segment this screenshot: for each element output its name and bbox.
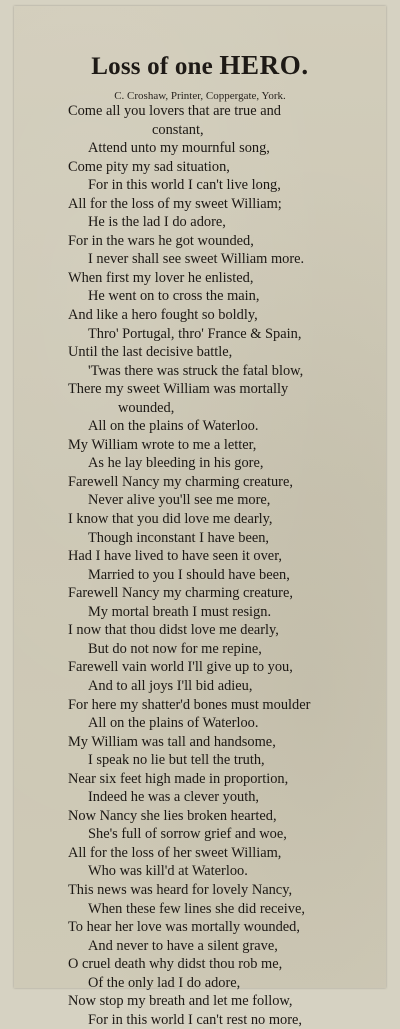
poem-line: Married to you I should have been, (88, 566, 290, 583)
poem-line: For here my shatter'd bones must moulder (68, 696, 311, 713)
poem-line: constant, (152, 121, 204, 138)
poem-line: I now that thou didst love me dearly, (68, 622, 279, 639)
poem-line: Now Nancy she lies broken hearted, (68, 807, 277, 824)
poem-body (14, 102, 386, 1029)
poem-line: I never shall see sweet William more. (88, 251, 305, 268)
poem-line: O cruel death why didst thou rob me, (68, 956, 283, 973)
poem-line: My mortal breath I must resign. (88, 603, 272, 620)
poem-line: When these few lines she did receive, (88, 900, 305, 917)
poem-line: As he lay bleeding in his gore, (88, 455, 264, 472)
poem-line: To hear her love was mortally wounded, (68, 919, 300, 936)
poem-line: My William was tall and handsome, (68, 733, 276, 750)
poem-line: And to all joys I'll bid adieu, (88, 677, 253, 694)
poem-line: But do not now for me repine, (88, 640, 262, 657)
poem-line: Farewell Nancy my charming creature, (68, 473, 293, 490)
broadside-sheet (14, 6, 386, 1028)
poem-line: All for the loss of her sweet William, (68, 844, 282, 861)
poem-line: Indeed he was a clever youth, (88, 789, 260, 806)
poem-line: wounded, (118, 399, 175, 416)
poem-line: Of the only lad I do adore, (88, 974, 241, 991)
poem-line: This news was heard for lovely Nancy, (68, 881, 293, 898)
poem-line: I speak no lie but tell the truth, (88, 752, 265, 769)
poem-line: For in this world I can't rest no more, (88, 1011, 303, 1028)
poem-line: All for the loss of my sweet William; (68, 195, 282, 212)
title-emphasis: HERO. (219, 50, 309, 80)
poem-line: When first my lover he enlisted, (68, 269, 254, 286)
poem-line: Though inconstant I have been, (88, 529, 270, 546)
poem-line: Attend unto my mournful song, (88, 140, 270, 157)
poem-line: And never to have a silent grave, (88, 937, 278, 954)
poem-line: Farewell Nancy my charming creature, (68, 585, 293, 602)
poem-line: Who was kill'd at Waterloo. (88, 863, 248, 880)
poem-line: Come all you lovers that are true and (68, 103, 281, 119)
poem-line: Had I have lived to have seen it over, (68, 548, 283, 565)
poem-line: Farewell vain world I'll give up to you, (68, 659, 293, 676)
song-title (14, 50, 386, 81)
poem-line: Until the last decisive battle, (68, 344, 233, 361)
poem-line: All on the plains of Waterloo. (88, 715, 259, 732)
poem-line: My William wrote to me a letter, (68, 436, 257, 453)
poem-line: For in the wars he got wounded, (68, 232, 254, 249)
title-prefix: Loss of one (91, 53, 213, 80)
poem-line: Thro' Portugal, thro' France & Spain, (88, 325, 302, 342)
poem-line: There my sweet William was mortally (68, 381, 289, 398)
poem-line: Now stop my breath and let me follow, (68, 993, 293, 1010)
poem-line: I know that you did love me dearly, (68, 511, 273, 528)
poem-line: Come pity my sad situation, (68, 158, 230, 175)
poem-line: 'Twas there was struck the fatal blow, (88, 362, 304, 379)
poem-line: And like a hero fought so boldly, (68, 307, 258, 324)
poem-line: All on the plains of Waterloo. (88, 418, 259, 435)
poem-line: Never alive you'll see me more, (88, 492, 271, 509)
printer-imprint: C. Croshaw, Printer, Coppergate, York. (114, 90, 286, 102)
poem-line: For in this world I can't live long, (88, 177, 281, 194)
poem-line: He went on to cross the main, (88, 288, 260, 305)
poem-line: Near six feet high made in proportion, (68, 770, 289, 787)
poem-line: She's full of sorrow grief and woe, (88, 826, 287, 843)
poem-line: He is the lad I do adore, (88, 214, 226, 231)
